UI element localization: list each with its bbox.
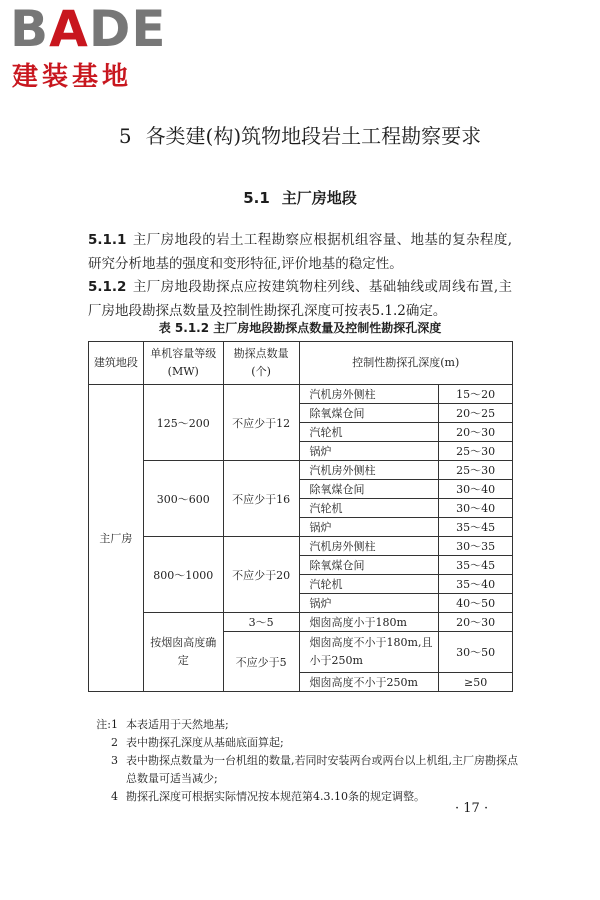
capacity-cell: 125～200 (143, 385, 223, 461)
part-cell: 汽机房外侧柱 (299, 537, 439, 556)
points-cell: 不应少于20 (223, 537, 299, 613)
clause-text: 主厂房地段勘探点应按建筑物柱列线、基础轴线或周线布置,主厂房地段勘探点数量及控制性勘探孔深度可按表5.1.2确定。 (88, 279, 512, 319)
depth-cell: 35～45 (439, 518, 513, 537)
table-row (89, 613, 513, 632)
depth-cell: 20～30 (439, 613, 513, 632)
part-cell: 汽机房外侧柱 (299, 461, 439, 480)
note-text: 表中勘探点数量为一台机组的数量,若同时安装两台或两台以上机组,主厂房勘探点总数量可适当减少; (126, 754, 518, 785)
note-text: 本表适用于天然地基; (126, 718, 229, 731)
depth-cell: 25～30 (439, 442, 513, 461)
table-row (89, 537, 513, 556)
section-title-text: 主厂房地段 (281, 189, 357, 207)
header-depth: 控制性勘探孔深度(m) (299, 342, 512, 385)
chapter-number: 5 (118, 124, 132, 148)
depth-cell: 30～35 (439, 537, 513, 556)
part-cell: 汽轮机 (299, 499, 439, 518)
part-cell: 除氧煤仓间 (299, 480, 439, 499)
table-notes (88, 716, 528, 806)
depth-cell: 30～50 (439, 632, 513, 673)
note-item (88, 716, 528, 734)
points-cell: 不应少于5 (223, 632, 299, 692)
part-cell: 烟囱高度不小于180m,且小于250m (299, 632, 439, 673)
part-cell: 锅炉 (299, 594, 439, 613)
note-text: 表中勘探孔深度从基础底面算起; (126, 736, 284, 749)
table-row (89, 385, 513, 404)
depth-cell: 25～30 (439, 461, 513, 480)
depth-cell: 35～45 (439, 556, 513, 575)
header-building: 建筑地段 (89, 342, 144, 385)
building-cell: 主厂房 (89, 385, 144, 692)
points-cell: 不应少于16 (223, 461, 299, 537)
points-cell: 3～5 (223, 613, 299, 632)
note-number: 3 (111, 754, 118, 767)
part-cell: 汽轮机 (299, 423, 439, 442)
depth-cell: 30～40 (439, 480, 513, 499)
note-item (88, 752, 528, 788)
points-cell: 不应少于12 (223, 385, 299, 461)
part-cell: 锅炉 (299, 518, 439, 537)
section-title (0, 188, 600, 208)
chapter-title (0, 123, 600, 149)
depth-cell: 30～40 (439, 499, 513, 518)
header-points: 勘探点数量(个) (223, 342, 299, 385)
note-number: 4 (111, 790, 118, 803)
note-text: 勘探孔深度可根据实际情况按本规范第4.3.10条的规定调整。 (126, 790, 425, 803)
part-cell: 除氧煤仓间 (299, 404, 439, 423)
brand-logo-cn: 建装基地 (12, 62, 133, 92)
table-caption: 表 5.1.2 主厂房地段勘探点数量及控制性勘探孔深度 (158, 321, 442, 335)
part-cell: 汽轮机 (299, 575, 439, 594)
brand-logo: BADE (10, 0, 167, 58)
clause-number: 5.1.2 (88, 279, 127, 295)
header-capacity: 单机容量等级(MW) (143, 342, 223, 385)
clause-5-1-1 (88, 228, 512, 276)
chapter-title-text: 各类建(构)筑物地段岩土工程勘察要求 (145, 124, 482, 148)
depth-cell: ≥50 (439, 673, 513, 692)
note-number: 2 (111, 736, 118, 749)
capacity-cell: 300～600 (143, 461, 223, 537)
section-number: 5.1 (243, 189, 270, 207)
note-item (88, 734, 528, 752)
depth-cell: 20～30 (439, 423, 513, 442)
page-number: · 17 · (455, 801, 489, 816)
exploration-table (88, 341, 513, 692)
clause-text: 主厂房地段的岩土工程勘察应根据机组容量、地基的复杂程度,研究分析地基的强度和变形特征,评价地基的稳定性。 (88, 232, 512, 272)
table-row (89, 461, 513, 480)
clause-number: 5.1.1 (88, 232, 127, 248)
depth-cell: 35～40 (439, 575, 513, 594)
note-number: 注:1 (96, 718, 118, 731)
depth-cell: 20～25 (439, 404, 513, 423)
depth-cell: 40～50 (439, 594, 513, 613)
clause-5-1-2 (88, 275, 512, 323)
capacity-cell: 按烟囱高度确定 (143, 613, 223, 692)
part-cell: 汽机房外侧柱 (299, 385, 439, 404)
part-cell: 除氧煤仓间 (299, 556, 439, 575)
part-cell: 锅炉 (299, 442, 439, 461)
part-cell: 烟囱高度小于180m (299, 613, 439, 632)
depth-cell: 15～20 (439, 385, 513, 404)
table-header-row (89, 342, 513, 385)
capacity-cell: 800～1000 (143, 537, 223, 613)
part-cell: 烟囱高度不小于250m (299, 673, 439, 692)
